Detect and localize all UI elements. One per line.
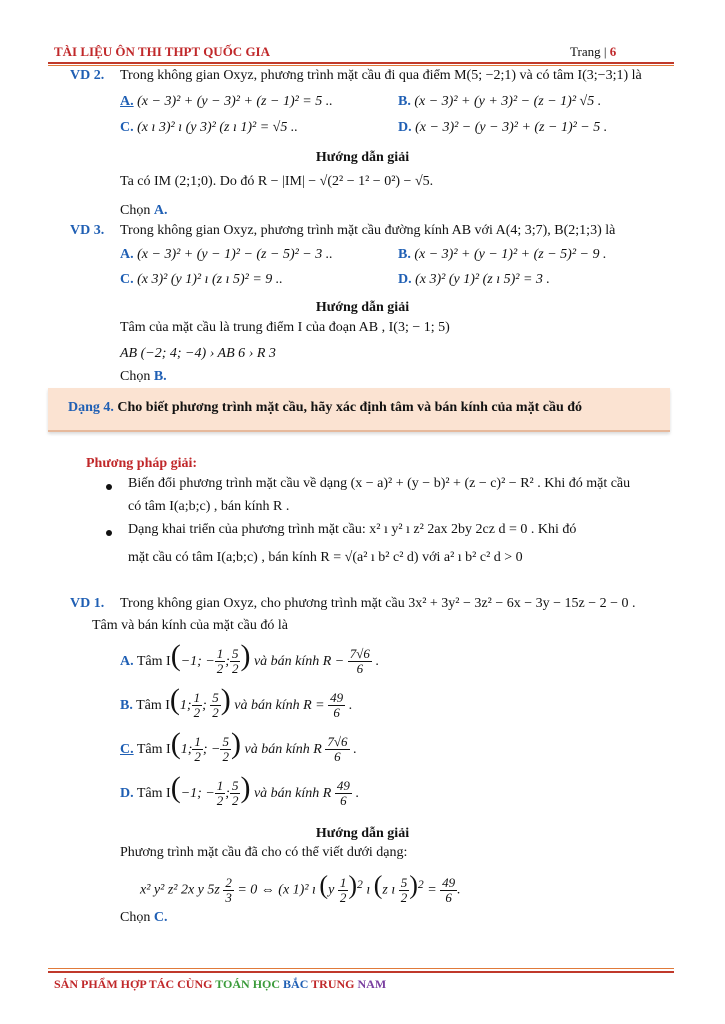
vd3-solution-title: Hướng dẫn giải: [315, 300, 410, 315]
option-label: C.: [120, 272, 134, 287]
method-b2-line2: mặt cầu có tâm I(a;b;c) , bán kính R = √(a² ı b² c² d) với a² ı b² c² d > 0: [128, 550, 523, 565]
option-text: (x − 3)² + (y + 3)² − (z − 1)² √5 .: [414, 94, 602, 109]
footer-rule: [48, 971, 674, 973]
option-label: D.: [398, 272, 412, 287]
section-title: Cho biết phương trình mặt cầu, hãy xác định tâm và bán kính của mặt cầu đó: [117, 400, 583, 415]
option-label: B.: [398, 94, 411, 109]
section-label: Dạng 4.: [68, 400, 114, 415]
method-title: Phương pháp giải:: [86, 456, 198, 471]
vd3-solution-line1: Tâm của mặt cầu là trung điểm I của đoạn AB , I(3; − 1; 5): [120, 320, 450, 335]
vd2-option-a: [120, 94, 333, 110]
vd2-option-d: [398, 120, 607, 136]
vd1-option: C. Tâm I(1; $\frac{1}{2}$ ; − $\frac{5}{2}$ ) và bán kính R $\frac{7√6}{6}$ .: [120, 727, 357, 765]
header-rule: [48, 62, 674, 64]
vd1-choose: Chọn C.: [120, 910, 168, 925]
vd1-option: B. Tâm I(1; $\frac{1}{2}$ ; $\frac{5}{2}$ ) và bán kính R = $\frac{49}{6}$ .: [120, 683, 353, 721]
vd2-solution-line: Ta có IM (2;1;0). Do đó R − |IM| − √(2² − 1² − 0²) − √5.: [120, 174, 434, 189]
vd1-solution-equation: x² y² z² 2x y 5z $\frac{2}{3}$ = 0 ⇔ (x 1)² ı (y $\frac{1}{2}$ )$^2$ ı (z ı $\frac{5}{2}$ )$^2$ = $\frac{49}{6}$ .: [140, 870, 461, 905]
answer: A.: [153, 203, 168, 218]
option-text: (x − 3)² + (y − 1)² − (z − 5)² − 3 ..: [137, 247, 333, 262]
vd3-option-d: [398, 272, 550, 288]
header-rule-thin: [48, 65, 674, 66]
vd1-solution-line1: Phương trình mặt cầu đã cho có thể viết dưới dạng:: [120, 845, 408, 860]
option-label: C.: [120, 120, 134, 135]
vd2-option-b: [398, 94, 601, 110]
footer-rule-thin: [48, 968, 674, 969]
bullet-icon: [106, 530, 112, 536]
vd2-solution-title: Hướng dẫn giải: [315, 150, 410, 165]
option-text: (x − 3)² + (y − 1)² + (z − 5)² − 9 .: [414, 247, 607, 262]
option-label: D.: [120, 786, 134, 801]
vd3-solution-line2: AB (−2; 4; −4) › AB 6 › R 3: [120, 346, 276, 361]
option-label: A.: [120, 94, 134, 109]
method-b1-line1: Biến đổi phương trình mặt cầu về dạng (x − a)² + (y − b)² + (z − c)² − R² . Khi đó mặt cầu: [128, 476, 631, 491]
option-label: A.: [120, 654, 134, 669]
document-title: TÀI LIỆU ÔN THI THPT QUỐC GIA: [54, 44, 270, 59]
section-banner: [48, 388, 670, 432]
option-label: B.: [120, 698, 133, 713]
vd3-option-c: [120, 272, 283, 288]
vd2-option-c: [120, 120, 298, 136]
vd3-choose: Chọn B.: [120, 369, 167, 384]
vd1-option: D. Tâm I(−1; − $\frac{1}{2}$ ; $\frac{5}{2}$ ) và bán kính R $\frac{49}{6}$ .: [120, 771, 359, 809]
option-label: B.: [398, 247, 411, 262]
vd3-option-b: [398, 247, 606, 263]
page-number: 6: [609, 44, 617, 59]
option-text: (x − 3)² − (y − 3)² + (z − 1)² − 5 .: [415, 120, 608, 135]
vd1-solution-title: Hướng dẫn giải: [315, 826, 410, 841]
page-indicator: [570, 44, 616, 60]
option-text: (x ı 3)² ı (y 3)² (z ı 1)² = √5 ..: [137, 120, 298, 135]
vd2-label: VD 2.: [70, 68, 105, 83]
option-label: A.: [120, 247, 134, 262]
section-banner-text: [68, 400, 582, 416]
vd1-option: A. Tâm I(−1; − $\frac{1}{2}$ ; $\frac{5}{2}$ ) và bán kính R − $\frac{7√6}{6}$ .: [120, 639, 379, 677]
option-label: D.: [398, 120, 412, 135]
vd1-label: VD 1.: [70, 596, 105, 611]
method-b2-line1: Dạng khai triển của phương trình mặt cầu: x² ı y² ı z² 2ax 2by 2cz d = 0 . Khi đó: [128, 522, 577, 537]
option-text: (x − 3)² + (y − 3)² + (z − 1)² = 5 ..: [137, 94, 333, 109]
footer-text: SẢN PHẨM HỢP TÁC CÙNG TOÁN HỌC BẮC TRUNG NAM: [54, 977, 387, 991]
vd2-choose: Chọn A.: [120, 203, 168, 218]
vd2-question: Trong không gian Oxyz, phương trình mặt cầu đi qua điểm M(5; −2;1) và có tâm I(3;−3;1) là: [120, 68, 642, 83]
bullet-icon: [106, 484, 112, 490]
vd3-label: VD 3.: [70, 223, 105, 238]
vd3-question: Trong không gian Oxyz, phương trình mặt cầu đường kính AB với A(4; 3;7), B(2;1;3) là: [120, 223, 616, 238]
method-b1-line2: có tâm I(a;b;c) , bán kính R .: [128, 499, 290, 514]
page-label: Trang |: [570, 44, 610, 59]
vd1-question: Trong không gian Oxyz, cho phương trình mặt cầu 3x² + 3y² − 3z² − 6x − 3y − 15z − 2 − 0 .: [120, 596, 636, 611]
option-text: (x 3)² (y 1)² ı (z ı 5)² = 9 ..: [137, 272, 283, 287]
vd3-option-a: [120, 247, 333, 263]
answer: C.: [153, 910, 168, 925]
answer: B.: [153, 369, 167, 384]
option-text: (x 3)² (y 1)² (z ı 5)² = 3 .: [415, 272, 550, 287]
option-label: C.: [120, 742, 134, 757]
vd1-question-line2: Tâm và bán kính của mặt cầu đó là: [92, 618, 288, 633]
